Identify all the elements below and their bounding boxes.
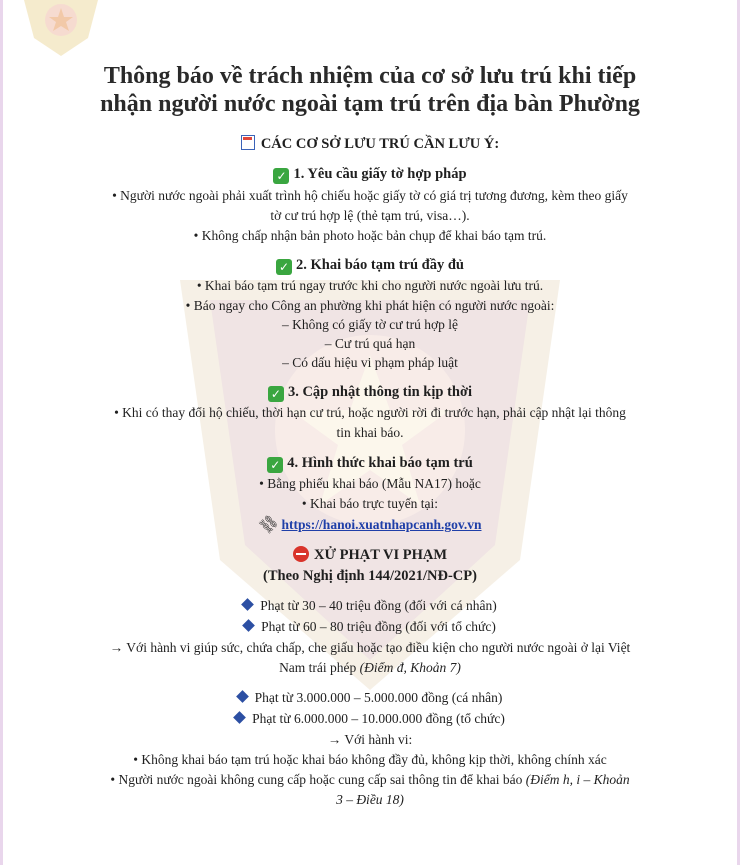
diamond-bullet-icon	[233, 711, 246, 724]
diamond-bullet-icon	[236, 690, 249, 703]
fine-item: Phạt từ 30 – 40 triệu đồng (đối với cá nhân)	[60, 596, 680, 616]
registration-url-link[interactable]: https://hanoi.xuatnhapcanh.gov.vn	[281, 517, 482, 532]
penalty-heading: XỬ PHẠT VI PHẠM	[60, 545, 680, 565]
section-1-line: tờ cư trú hợp lệ (thẻ tạm trú, visa…).	[270, 208, 470, 223]
section-2-line: – Cư trú quá hạn	[324, 336, 416, 351]
fine-item: Phạt từ 60 – 80 triệu đồng (đối với tổ chức)	[60, 617, 680, 637]
violation-line: 3 – Điều 18)	[336, 792, 404, 807]
police-emblem-icon	[16, 0, 106, 58]
section-2-line: – Không có giấy tờ cư trú hợp lệ	[281, 317, 459, 332]
page-title: Thông báo về trách nhiệm của cơ sở lưu trú khi tiếp nhận người nước ngoài tạm trú trên địa bàn Phường	[100, 63, 640, 117]
section-4-line: • Khai báo trực tuyến tại:	[301, 496, 439, 511]
section-3-heading: ✓ 3. Cập nhật thông tin kịp thời	[60, 382, 680, 402]
section-4-line: • Bằng phiếu khai báo (Mẫu NA17) hoặc	[259, 476, 481, 491]
section-2-line: – Có dấu hiệu vi phạm pháp luật	[282, 355, 458, 370]
link-icon: ⛓	[254, 510, 282, 538]
violation-line: → Với hành vi:	[327, 732, 413, 747]
violation-line: → Với hành vi giúp sức, chứa chấp, che giấu hoặc tạo điều kiện cho người nước ngoài ở lại Việt	[109, 640, 631, 655]
violation-line: Nam trái phép (Điểm đ, Khoản 7)	[279, 660, 461, 675]
check-icon: ✓	[276, 259, 292, 275]
intro-heading: CÁC CƠ SỞ LƯU TRÚ CẦN LƯU Ý:	[60, 134, 680, 154]
section-1-heading: ✓ 1. Yêu cầu giấy tờ hợp pháp	[60, 164, 680, 184]
violation-line: • Người nước ngoài không cung cấp hoặc cung cấp sai thông tin để khai báo (Điểm h, i – Khoản	[110, 772, 630, 787]
violation-line: • Không khai báo tạm trú hoặc khai báo không đầy đủ, không kịp thời, không chính xác	[133, 752, 607, 767]
penalty-decree: (Theo Nghị định 144/2021/NĐ-CP)	[263, 568, 477, 584]
check-icon: ✓	[267, 457, 283, 473]
check-icon: ✓	[273, 168, 289, 184]
fine-item: Phạt từ 3.000.000 – 5.000.000 đồng (cá nhân)	[60, 688, 680, 708]
memo-icon	[241, 135, 255, 150]
diamond-bullet-icon	[242, 619, 255, 632]
section-2-line: • Khai báo tạm trú ngay trước khi cho người nước ngoài lưu trú.	[196, 278, 544, 293]
section-3-line: • Khi có thay đổi hộ chiếu, thời hạn cư trú, hoặc người rời đi trước hạn, phải cập nhật lại thông	[114, 405, 626, 420]
section-2-line: • Báo ngay cho Công an phường khi phát hiện có người nước ngoài:	[185, 298, 555, 313]
diamond-bullet-icon	[241, 598, 254, 611]
section-3-line: tin khai báo.	[336, 425, 404, 440]
check-icon: ✓	[268, 386, 284, 402]
no-entry-icon	[293, 546, 309, 562]
registration-link-row	[60, 510, 680, 538]
section-1-line: • Không chấp nhận bản photo hoặc bản chụp để khai báo tạm trú.	[193, 228, 547, 243]
fine-item: Phạt từ 6.000.000 – 10.000.000 đồng (tổ chức)	[60, 709, 680, 729]
section-2-heading: ✓ 2. Khai báo tạm trú đầy đủ	[60, 255, 680, 275]
section-4-heading: ✓ 4. Hình thức khai báo tạm trú	[60, 453, 680, 473]
section-1-line: • Người nước ngoài phải xuất trình hộ chiếu hoặc giấy tờ có giá trị tương đương, kèm theo giấy	[112, 188, 628, 203]
